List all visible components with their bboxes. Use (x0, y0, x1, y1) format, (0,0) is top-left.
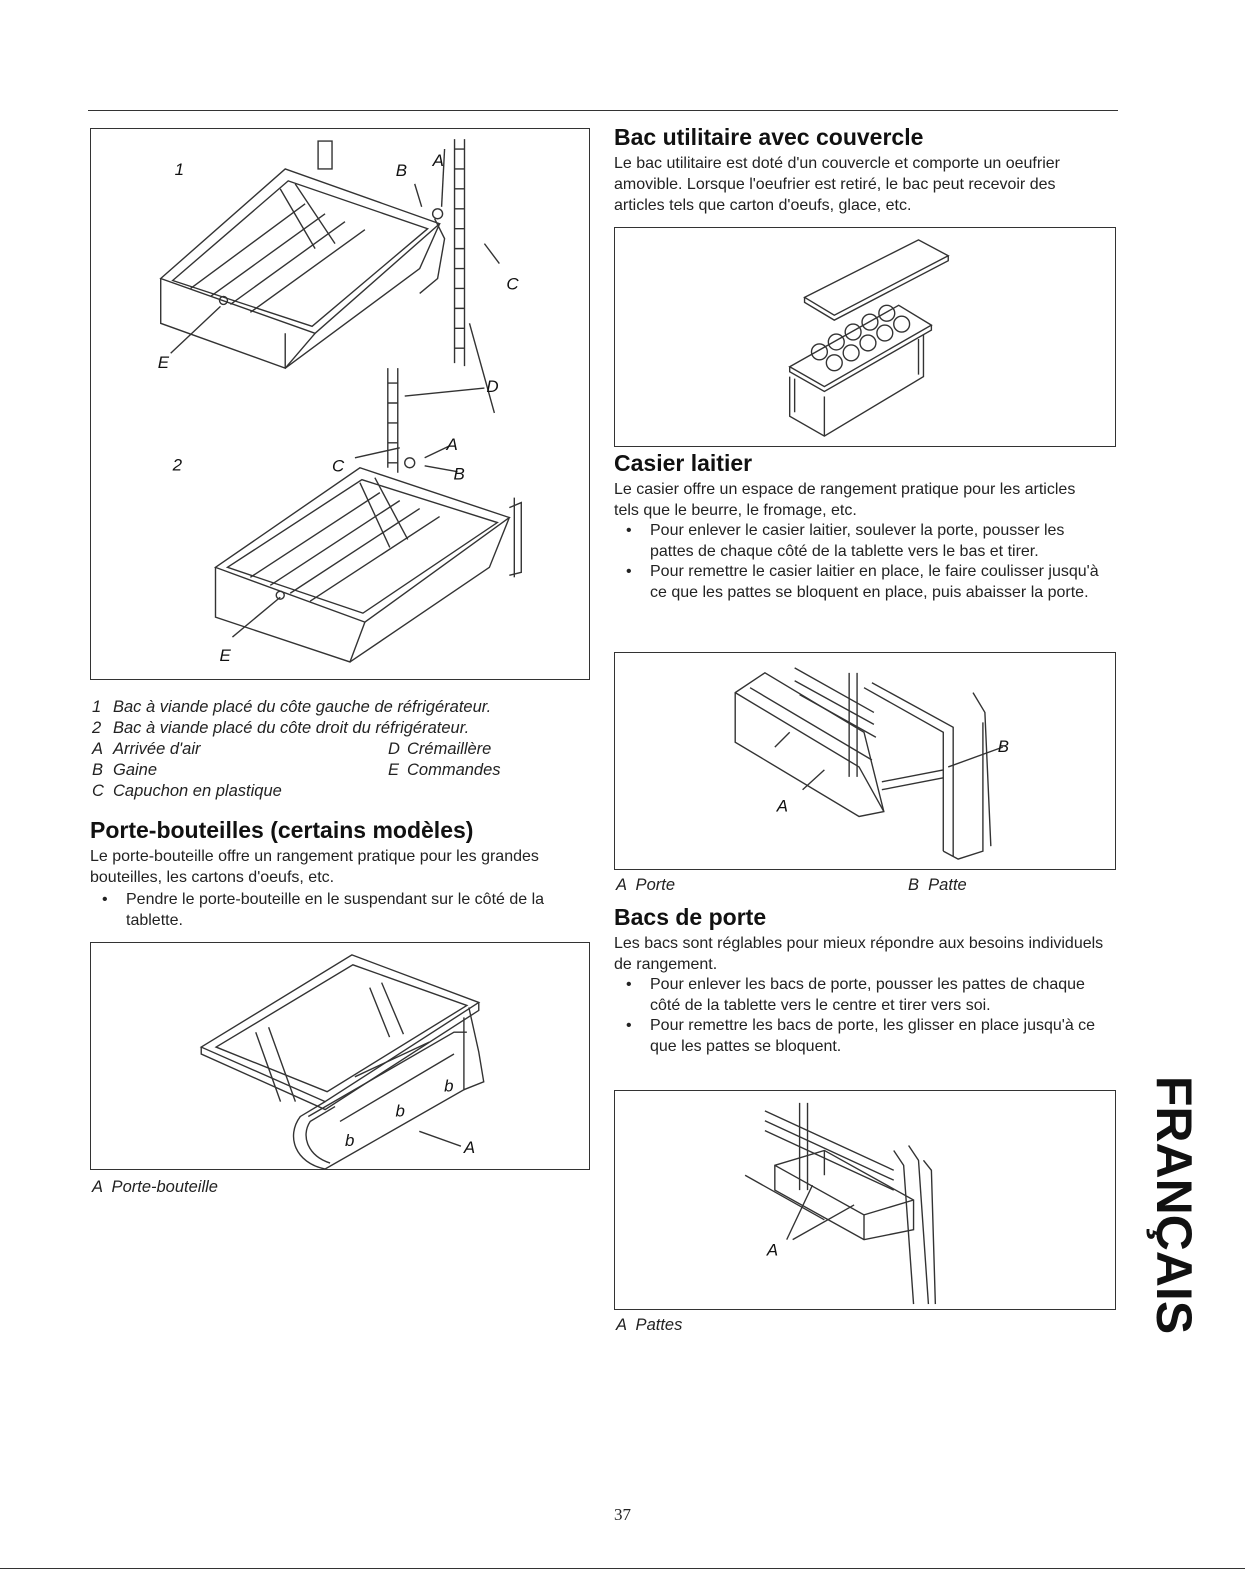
bac-utilitaire-intro: Le bac utilitaire est doté d'un couvercle et comporte un oeufrier amovible. Lorsque l'oeufrier est retiré, le bac peut recevoir des articles tels que carton d'oeufs, glace, etc. (614, 155, 1060, 214)
bacs-porte-intro: Les bacs sont réglables pour mieux répondre aux besoins individuels de rangement. (614, 935, 1104, 973)
dairy-compartment-illustration (615, 653, 1115, 869)
fig-label-D: D (486, 377, 499, 397)
bottom-rule (0, 1568, 1245, 1569)
fig-label-C-upper: C (506, 274, 519, 294)
door-bin-caption: A Pattes (616, 1316, 683, 1334)
dairy-label-B: B (997, 737, 1010, 757)
side-tab-text (1135, 1075, 1205, 1335)
casier-laitier-bullet-2: • Pour remettre le casier laitier en place, le faire coulisser jusqu'à ce que les pattes se bloquent en place, puis abaisser la porte. (614, 562, 1104, 603)
bac-utilitaire-title: Bac utilitaire avec couvercle (614, 124, 924, 150)
legend-item-C: Capuchon en plastique (113, 782, 282, 800)
fig-label-E-lower: E (219, 645, 231, 665)
bottle-rack-caption: A Porte-bouteille (92, 1178, 218, 1196)
legend-item-A: Arrivée d'air (113, 740, 201, 758)
side-tab-label: FRANÇAIS (1145, 1075, 1202, 1335)
dairy-label-A: A (776, 796, 789, 816)
fig-label-2: 2 (172, 455, 183, 475)
casier-laitier-title: Casier laitier (614, 450, 753, 476)
porte-bouteilles-text (90, 846, 560, 931)
legend-item-1: Bac à viande placé du côte gauche de réfrigérateur. (113, 698, 492, 716)
bacs-porte-title: Bacs de porte (614, 904, 767, 930)
door-bin-figure (614, 1090, 1116, 1310)
fig-label-1: 1 (174, 159, 185, 179)
casier-laitier-bullet-1: • Pour enlever le casier laitier, soulever la porte, pousser les pattes de chaque côté de la tablette vers le bas et tirer. (614, 521, 1104, 562)
bottle-rack-figure (90, 942, 590, 1170)
bottle-rack-label-A: A (463, 1138, 476, 1158)
utility-bin-figure (614, 227, 1116, 447)
bottle-rack-tab-2: b (395, 1101, 405, 1121)
dairy-caption-A: A Porte (616, 876, 675, 894)
meat-pan-illustration (91, 129, 589, 679)
top-rule (88, 110, 1118, 111)
legend-item-D: Crémaillère (407, 740, 492, 758)
fig-label-A-upper: A (432, 150, 444, 170)
fig-label-B-upper: B (395, 160, 408, 180)
utility-bin-illustration (615, 228, 1115, 446)
bac-utilitaire-text (614, 153, 1104, 216)
fig-label-C-lower: C (332, 456, 345, 476)
door-bin-illustration (615, 1091, 1115, 1309)
casier-laitier-intro: Le casier offre un espace de rangement pratique pour les articles tels que le beurre, le fromage, etc. (614, 481, 1076, 519)
bacs-porte-bullet-1: • Pour enlever les bacs de porte, pousser les pattes de chaque côté de la tablette vers le centre et tirer vers soi. (614, 975, 1104, 1016)
fig-label-A-lower: A (446, 434, 458, 454)
bacs-porte-bullet-2: • Pour remettre les bacs de porte, les glisser en place jusqu'à ce que les pattes se bloquent. (614, 1016, 1104, 1057)
legend-item-2: Bac à viande placé du côte droit du réfrigérateur. (113, 719, 470, 737)
casier-laitier-text (614, 479, 1104, 603)
dairy-compartment-figure (614, 652, 1116, 870)
fig-label-E-upper: E (157, 353, 170, 373)
porte-bouteilles-intro: Le porte-bouteille offre un rangement pratique pour les grandes bouteilles, les cartons d'oeufs, etc. (90, 848, 539, 886)
side-language-tab (1135, 1075, 1205, 1335)
dairy-caption-B: B Patte (908, 876, 967, 894)
porte-bouteilles-bullet-1: • Pendre le porte-bouteille en le suspendant sur le côté de la tablette. (90, 890, 560, 931)
page-number: 37 (614, 1505, 631, 1524)
bottle-rack-tab-1: b (344, 1131, 355, 1151)
bottle-rack-tab-3: b (444, 1076, 454, 1096)
fig-label-B-lower: B (453, 464, 465, 484)
legend-item-E: Commandes (407, 761, 501, 779)
door-bin-label-A: A (766, 1240, 779, 1260)
bacs-porte-text (614, 933, 1104, 1057)
porte-bouteilles-title: Porte-bouteilles (certains modèles) (90, 817, 474, 843)
bottle-rack-illustration (91, 943, 589, 1169)
meat-pan-figure (90, 128, 590, 680)
meat-pan-legend: 1 Bac à viande placé du côte gauche de réfrigérateur. 2 Bac à viande placé du côte droit du réfrigérateur. A Arrivée d'air D Crémaillère B Gaine E Commandes C Capuchon en plastique (92, 698, 501, 800)
legend-item-B: Gaine (113, 761, 158, 779)
